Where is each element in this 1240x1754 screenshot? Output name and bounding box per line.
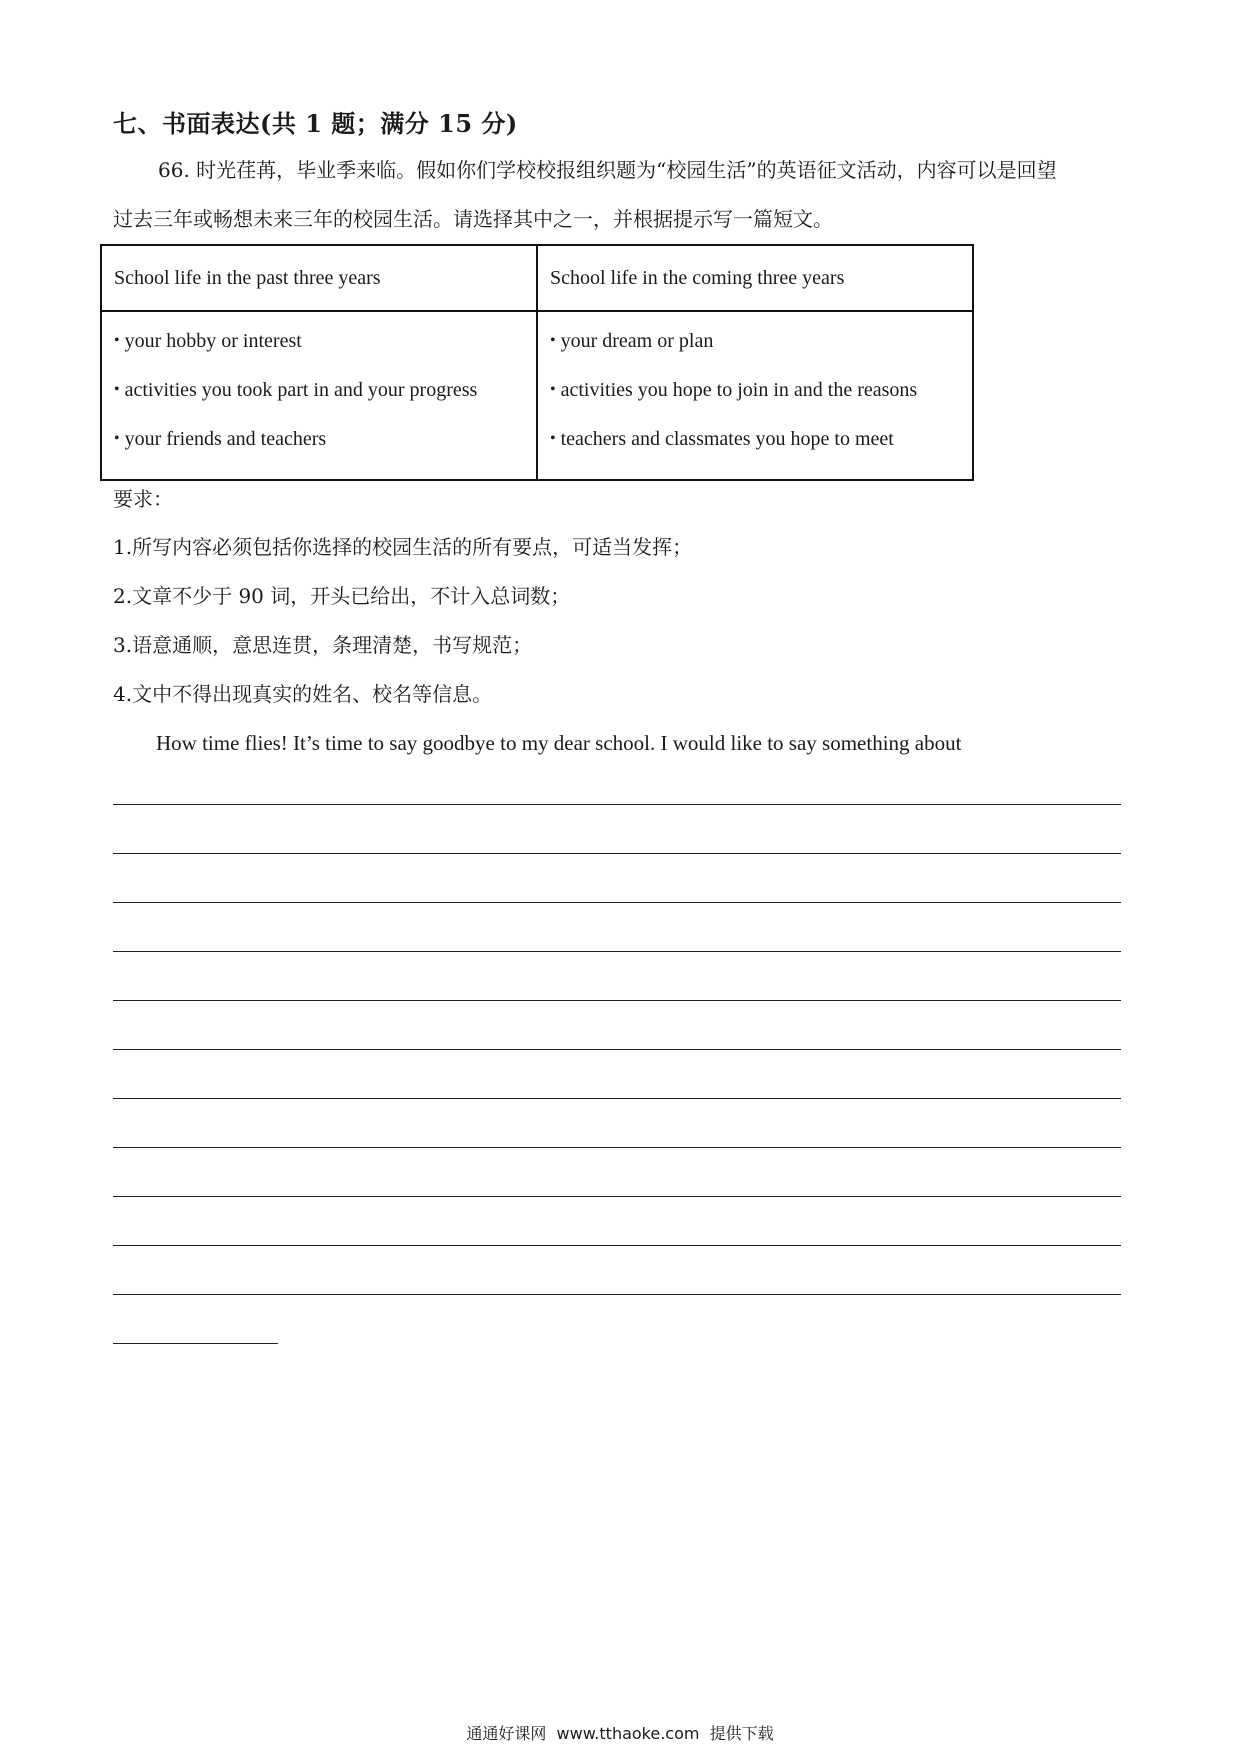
list-item	[114, 326, 524, 375]
column-header-future: School life in the coming three years	[537, 245, 973, 311]
page-footer: 通通好课网 www.tthaoke.com 提供下载	[466, 1724, 774, 1743]
list-item	[550, 424, 960, 473]
writing-line[interactable]	[113, 1098, 1121, 1099]
bullet-icon: •	[114, 381, 120, 398]
bullet-icon: •	[550, 332, 556, 349]
question-text-line-1: 66. 时光荏苒，毕业季来临。假如你们学校校报组织题为“校园生活”的英语征文活动，内容可以是回望	[158, 158, 1057, 182]
writing-line[interactable]	[113, 951, 1121, 952]
past-points-cell	[101, 311, 537, 480]
bullet-icon: •	[550, 381, 556, 398]
prompt-table-header-row	[101, 245, 973, 311]
requirement-item: 4.文中不得出现真实的姓名、校名等信息。	[113, 682, 493, 706]
prompt-table-body-row	[101, 311, 973, 480]
requirements-title: 要求：	[113, 487, 173, 511]
point-text: teachers and classmates you hope to meet	[560, 428, 894, 450]
bullet-icon: •	[114, 430, 120, 447]
writing-line[interactable]	[113, 1049, 1121, 1050]
list-item	[550, 326, 960, 375]
point-text: your hobby or interest	[124, 330, 302, 352]
question-text-line-2: 过去三年或畅想未来三年的校园生活。请选择其中之一，并根据提示写一篇短文。	[113, 207, 833, 231]
writing-line-short[interactable]	[113, 1343, 278, 1344]
writing-line[interactable]	[113, 1196, 1121, 1197]
list-item	[550, 375, 960, 424]
point-text: your friends and teachers	[124, 428, 327, 450]
writing-line[interactable]	[113, 804, 1121, 805]
requirement-item: 3.语意通顺，意思连贯，条理清楚，书写规范；	[113, 633, 533, 657]
future-points-cell	[537, 311, 973, 480]
bullet-icon: •	[114, 332, 120, 349]
list-item	[114, 375, 524, 424]
point-text: activities you took part in and your progress	[124, 379, 478, 401]
writing-line[interactable]	[113, 902, 1121, 903]
writing-line[interactable]	[113, 1294, 1121, 1295]
requirement-item: 2.文章不少于 90 词，开头已给出，不计入总词数；	[113, 584, 571, 608]
bullet-icon: •	[550, 430, 556, 447]
list-item	[114, 424, 524, 473]
point-text: activities you hope to join in and the reasons	[560, 379, 918, 401]
requirement-item: 1.所写内容必须包括你选择的校园生活的所有要点，可适当发挥；	[113, 535, 693, 559]
column-header-past: School life in the past three years	[101, 245, 537, 311]
writing-line[interactable]	[113, 853, 1121, 854]
writing-line[interactable]	[113, 1245, 1121, 1246]
section-title: 七、书面表达(共 1 题；满分 15 分)	[113, 109, 518, 138]
writing-line[interactable]	[113, 1000, 1121, 1001]
writing-line[interactable]	[113, 1147, 1121, 1148]
point-text: your dream or plan	[560, 330, 714, 352]
essay-starter-text: How time flies! It’s time to say goodbye to my dear school. I would like to say something about	[156, 731, 962, 755]
prompt-table	[100, 244, 974, 481]
